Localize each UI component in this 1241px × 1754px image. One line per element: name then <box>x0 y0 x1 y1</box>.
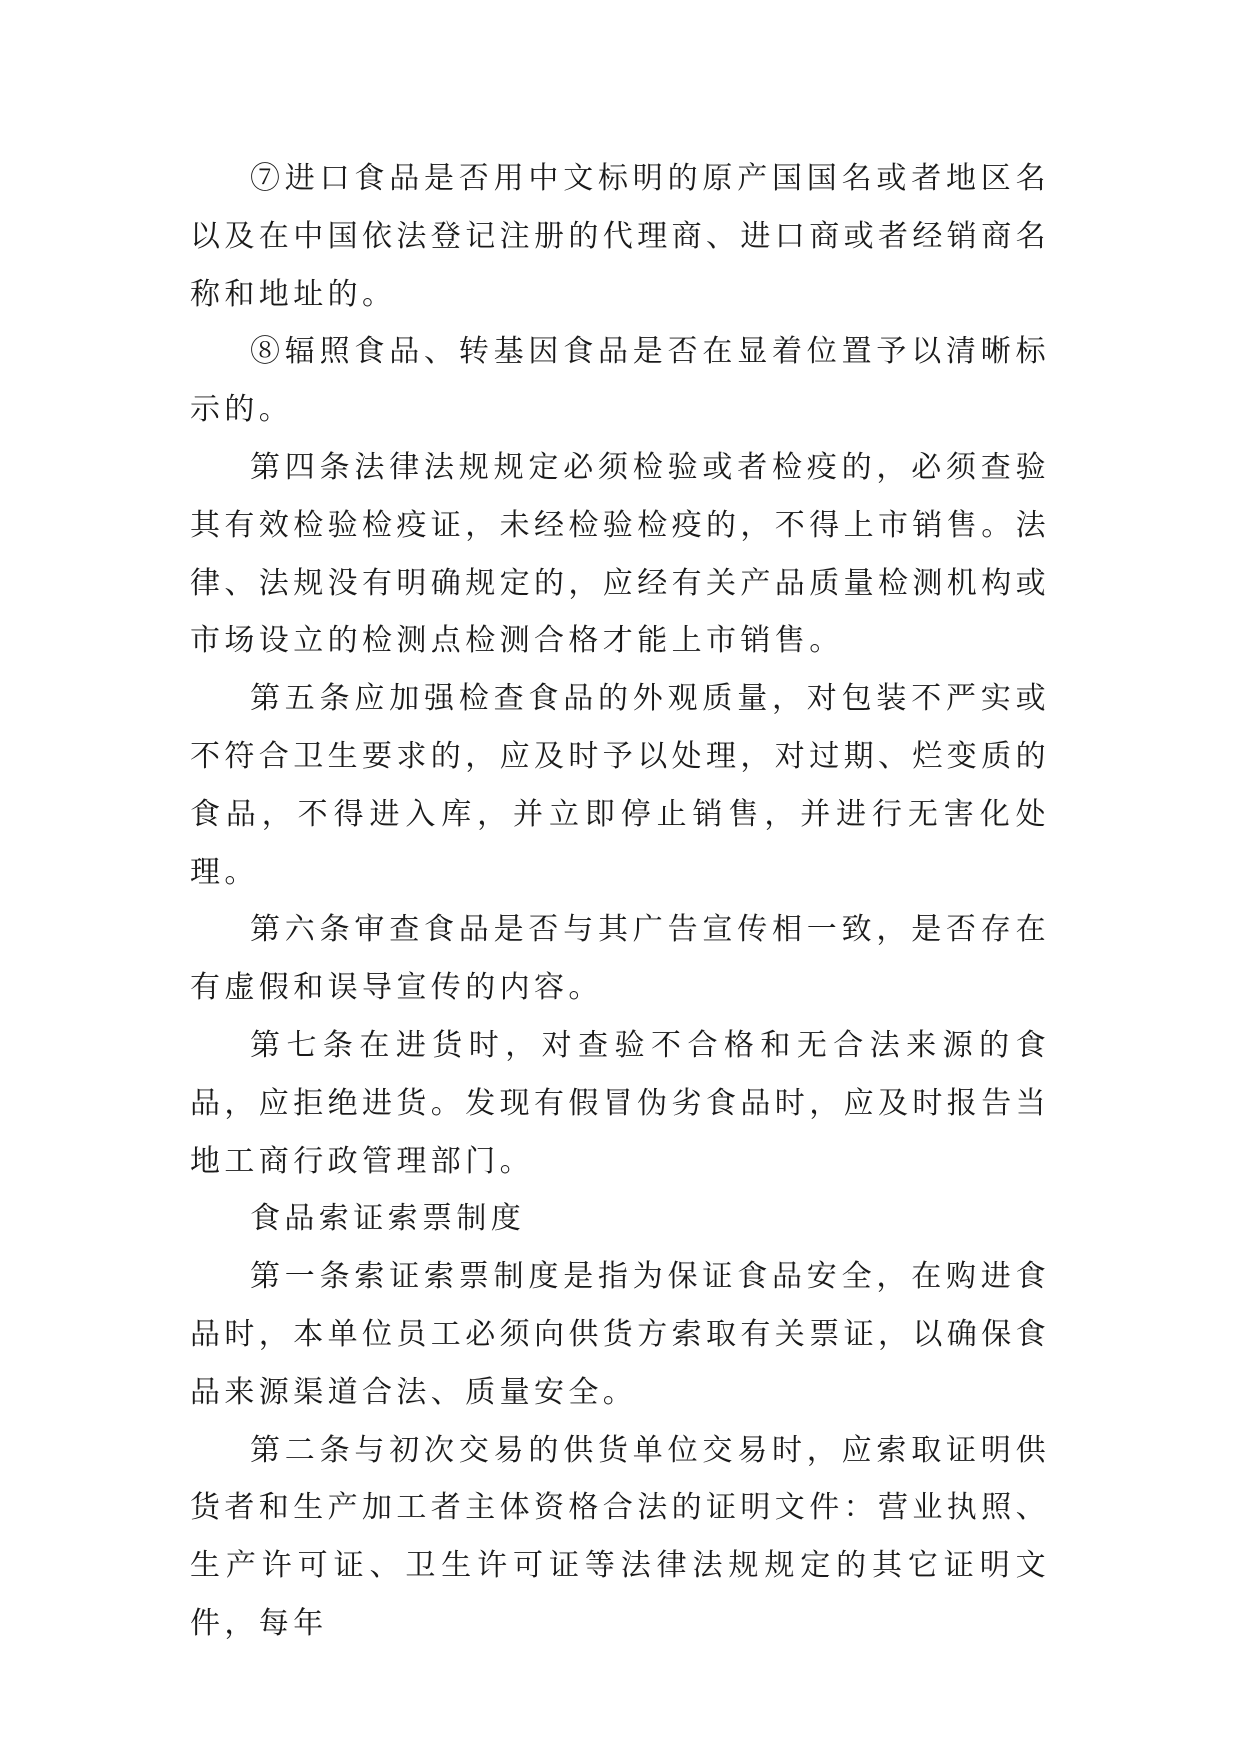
paragraph-article-7: 第七条在进货时，对查验不合格和无合法来源的食品，应拒绝进货。发现有假冒伪劣食品时，应及时报告当地工商行政管理部门。 <box>190 1027 1050 1179</box>
paragraph-article-2: 第二条与初次交易的供货单位交易时，应索取证明供货者和生产加工者主体资格合法的证明文件：营业执照、生产许可证、卫生许可证等法律法规规定的其它证明文件，每年 <box>190 1432 1050 1641</box>
paragraph-item-8-irradiated-food: ⑧辐照食品、转基因食品是否在显着位置予以清晰标示的。 <box>190 334 1050 428</box>
section-heading: 食品索证索票制度 <box>250 1201 526 1237</box>
paragraph-article-6: 第六条审查食品是否与其广告宣传相一致，是否存在有虚假和误导宣传的内容。 <box>190 912 1050 1006</box>
paragraph-article-4: 第四条法律法规规定必须检验或者检疫的，必须查验其有效检验检疫证，未经检验检疫的，不得上市销售。法律、法规没有明确规定的，应经有关产品质量检测机构或市场设立的检测点检测合格才能上市销售。 <box>190 449 1050 659</box>
paragraph-article-5: 第五条应加强检查食品的外观质量，对包装不严实或不符合卫生要求的，应及时予以处理，对过期、烂变质的食品，不得进入库，并立即停止销售，并进行无害化处理。 <box>190 681 1050 890</box>
paragraph-article-1: 第一条索证索票制度是指为保证食品安全，在购进食品时，本单位员工必须向供货方索取有关票证，以确保食品来源渠道合法、质量安全。 <box>190 1259 1050 1410</box>
document-page <box>190 150 1050 1653</box>
paragraph-item-7-imported-food: ⑦进口食品是否用中文标明的原产国国名或者地区名以及在中国依法登记注册的代理商、进口商或者经销商名称和地址的。 <box>190 161 1050 312</box>
